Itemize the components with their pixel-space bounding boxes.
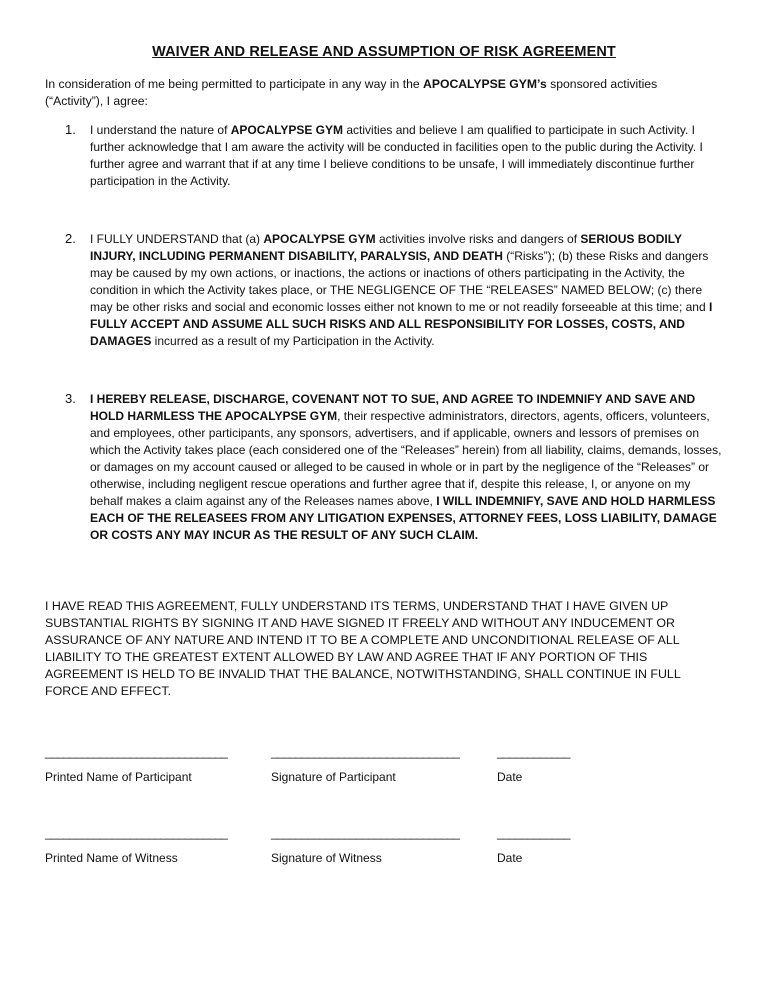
item-text-part: I understand the nature of: [90, 123, 231, 137]
participant-name-block: [45, 745, 227, 784]
participant-name-line[interactable]: ______________________________: [45, 745, 228, 759]
witness-signature-block: [271, 826, 459, 865]
item-bold-part: APOCALYPSE GYM: [263, 232, 376, 246]
item-bold-part: SERIOUS BODILY INJURY, INCLUDING PERMANENT DISABILITY, PARALYSIS, AND DEATH: [90, 232, 682, 263]
witness-date-block: [497, 826, 570, 865]
item-bold-part: I FULLY ACCEPT AND ASSUME ALL SUCH RISKS AND ALL RESPONSIBILITY FOR LOSSES, COSTS, AND DAMAGES: [90, 300, 713, 348]
item-text-part: I FULLY UNDERSTAND that (a): [90, 232, 264, 246]
item-text-part: (“Risks”); (b) these Risks and dangers may be caused by my own actions, or inactions, the actions or inactions of others participating in the Activity, the condition in which the Activity takes place, or THE NEGLIGENCE OF THE “RELEASES” NAMED BELOW; (c) there may be other risks and social and economic losses either not known to me or not readily forseeable at this time; and: [90, 249, 709, 314]
item-bold-part: APOCALYPSE GYM: [230, 123, 344, 137]
intro-text: In consideration of me being permitted to participate in any way in the: [45, 77, 424, 91]
participant-date-label: Date: [497, 770, 523, 784]
witness-name-line[interactable]: ______________________________: [45, 826, 228, 840]
item-bold-part: I HEREBY RELEASE, DISCHARGE, COVENANT NOT TO SUE, AND AGREE TO INDEMNIFY AND SAVE AND HOLD HARMLESS THE APOCALYPSE GYM: [90, 392, 696, 423]
participant-signature-label: Signature of Participant: [271, 770, 396, 784]
intro-gym-name: APOCALYPSE GYM’s: [423, 77, 547, 91]
witness-signature-label: Signature of Witness: [271, 851, 382, 865]
witness-date-label: Date: [497, 851, 523, 865]
item-text: [90, 391, 725, 544]
participant-signature-block: [271, 745, 459, 784]
witness-date-line[interactable]: ____________: [497, 826, 570, 840]
acknowledgement-paragraph: I HAVE READ THIS AGREEMENT, FULLY UNDERSTAND ITS TERMS, UNDERSTAND THAT I HAVE GIVEN UP SUBSTANTIAL RIGHTS BY SIGNING IT AND HAVE SIGNED IT FREELY AND WITHOUT ANY INDUCEMENT OR ASSURANCE OF ANY NATURE AND INTEND IT TO BE A COMPLETE AND UNCONDITIONAL RELEASE OF ALL LIABILITY TO THE GREATEST EXTENT ALLOWED BY LAW AND AGREE THAT IF ANY PORTION OF THIS AGREEMENT IS HELD TO BE INVALID THAT THE BALANCE, NOTWITHSTANDING, SHALL CONTINUE IN FULL FORCE AND EFFECT.: [45, 599, 681, 698]
item-text-part: incurred as a result of my Participation in the Activity.: [151, 334, 435, 348]
participant-signature-line[interactable]: _______________________________: [271, 745, 460, 759]
item-text-part: , their respective administrators, directors, agents, officers, volunteers, and employees, other participants, any sponsors, advertisers, and if applicable, owners and lessors of premises on which the Activity takes place (each considered one of the “Releases” herein) from all liability, claims, demands, losses, or damages on my account caused or alleged to be caused in whole or in part by the negligence of the “Releases” or otherwise, including negligent rescue operations and further agree that if, despite this release, I, or anyone on my behalf makes a claim against any of the Releases names above,: [90, 409, 722, 508]
intro-text-end: sponsored activities (“Activity”), I agree:: [45, 77, 658, 108]
witness-name-block: [45, 826, 227, 865]
document-title: WAIVER AND RELEASE AND ASSUMPTION OF RISK AGREEMENT: [152, 44, 616, 60]
item-number: 3.: [65, 391, 76, 406]
item-text: [90, 122, 725, 190]
participant-date-block: [497, 745, 570, 784]
item-number: 1.: [65, 122, 76, 137]
item-number: 2.: [65, 231, 76, 246]
item-text-part: activities and believe I am qualified to participate in such Activity. I further acknowledge that I am aware the activity will be conducted in facilities open to the public during the Activity. I further agree and warrant that if at any time I believe conditions to be unsafe, I will immediately discontinue further participation in the Activity.: [90, 123, 703, 188]
witness-signature-line[interactable]: _______________________________: [271, 826, 460, 840]
intro-paragraph: [45, 76, 715, 110]
participant-name-label: Printed Name of Participant: [45, 770, 192, 784]
item-text-part: activities involve risks and dangers of: [375, 232, 581, 246]
item-text: [90, 231, 725, 350]
item-bold-part: I WILL INDEMNIFY, SAVE AND HOLD HARMLESS EACH OF THE RELEASEES FROM ANY LITIGATION EXPENSES, ATTORNEY FEES, LOSS LIABILITY, DAMAGE OR COSTS ANY MAY INCUR AS THE RESULT OF ANY SUCH CLAIM.: [90, 494, 717, 542]
witness-name-label: Printed Name of Witness: [45, 851, 178, 865]
participant-date-line[interactable]: ____________: [497, 745, 570, 759]
